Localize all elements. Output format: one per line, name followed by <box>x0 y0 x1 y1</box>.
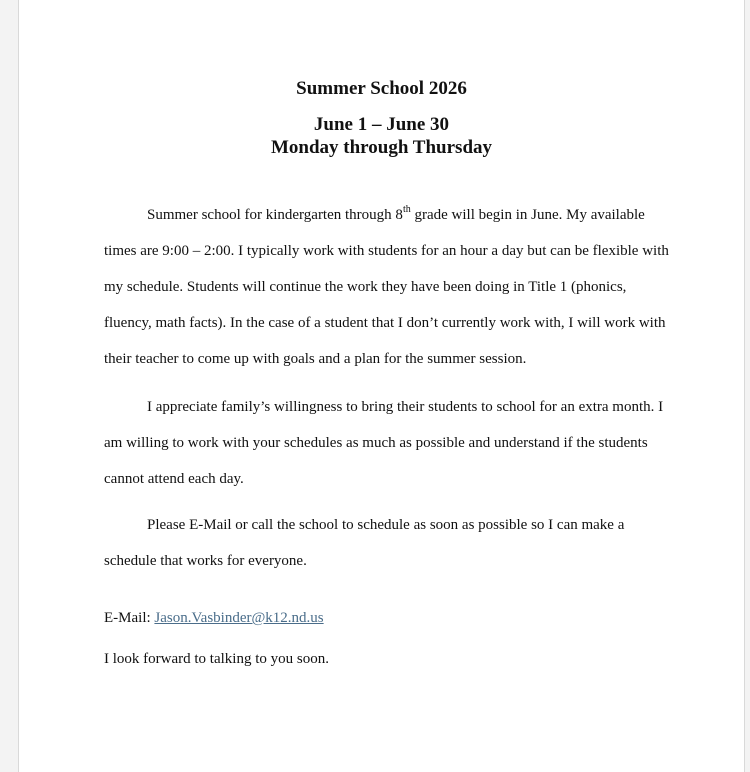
date-range: June 1 – June 30 <box>313 114 450 135</box>
paragraph-1-text-start: Summer school for kindergarten through 8 <box>147 207 403 223</box>
paragraph-schedule-info <box>104 197 674 377</box>
email-label: E-Mail: <box>104 610 155 626</box>
paragraph-appreciation: I appreciate family’s willingness to bring their students to school for an extra month. I am willing to work with your schedules as much as possible and understand if the students cannot attend each day. <box>104 399 664 487</box>
email-line <box>104 610 324 627</box>
document-title: Summer School 2026 <box>296 78 467 99</box>
paragraph-1-text-end: grade will begin in June. My available times are 9:00 – 2:00. I typically work with students for an hour a day but can be flexible with my schedule. Students will continue the work they have been doing in Title 1 (phonics, fluency, math facts). In the case of a student that I don’t currently work with, I will work with their teacher to come up with goals and a plan for the summer session. <box>104 207 669 367</box>
closing-line: I look forward to talking to you soon. <box>104 651 329 667</box>
document-subtitle <box>19 113 744 159</box>
email-link[interactable]: Jason.Vasbinder@k12.nd.us <box>154 610 324 626</box>
days-of-week: Monday through Thursday <box>270 137 493 158</box>
ordinal-suffix: th <box>402 204 411 215</box>
document-page <box>18 0 745 772</box>
paragraph-contact-request: Please E-Mail or call the school to schedule as soon as possible so I can make a schedule that works for everyone. <box>104 517 625 569</box>
